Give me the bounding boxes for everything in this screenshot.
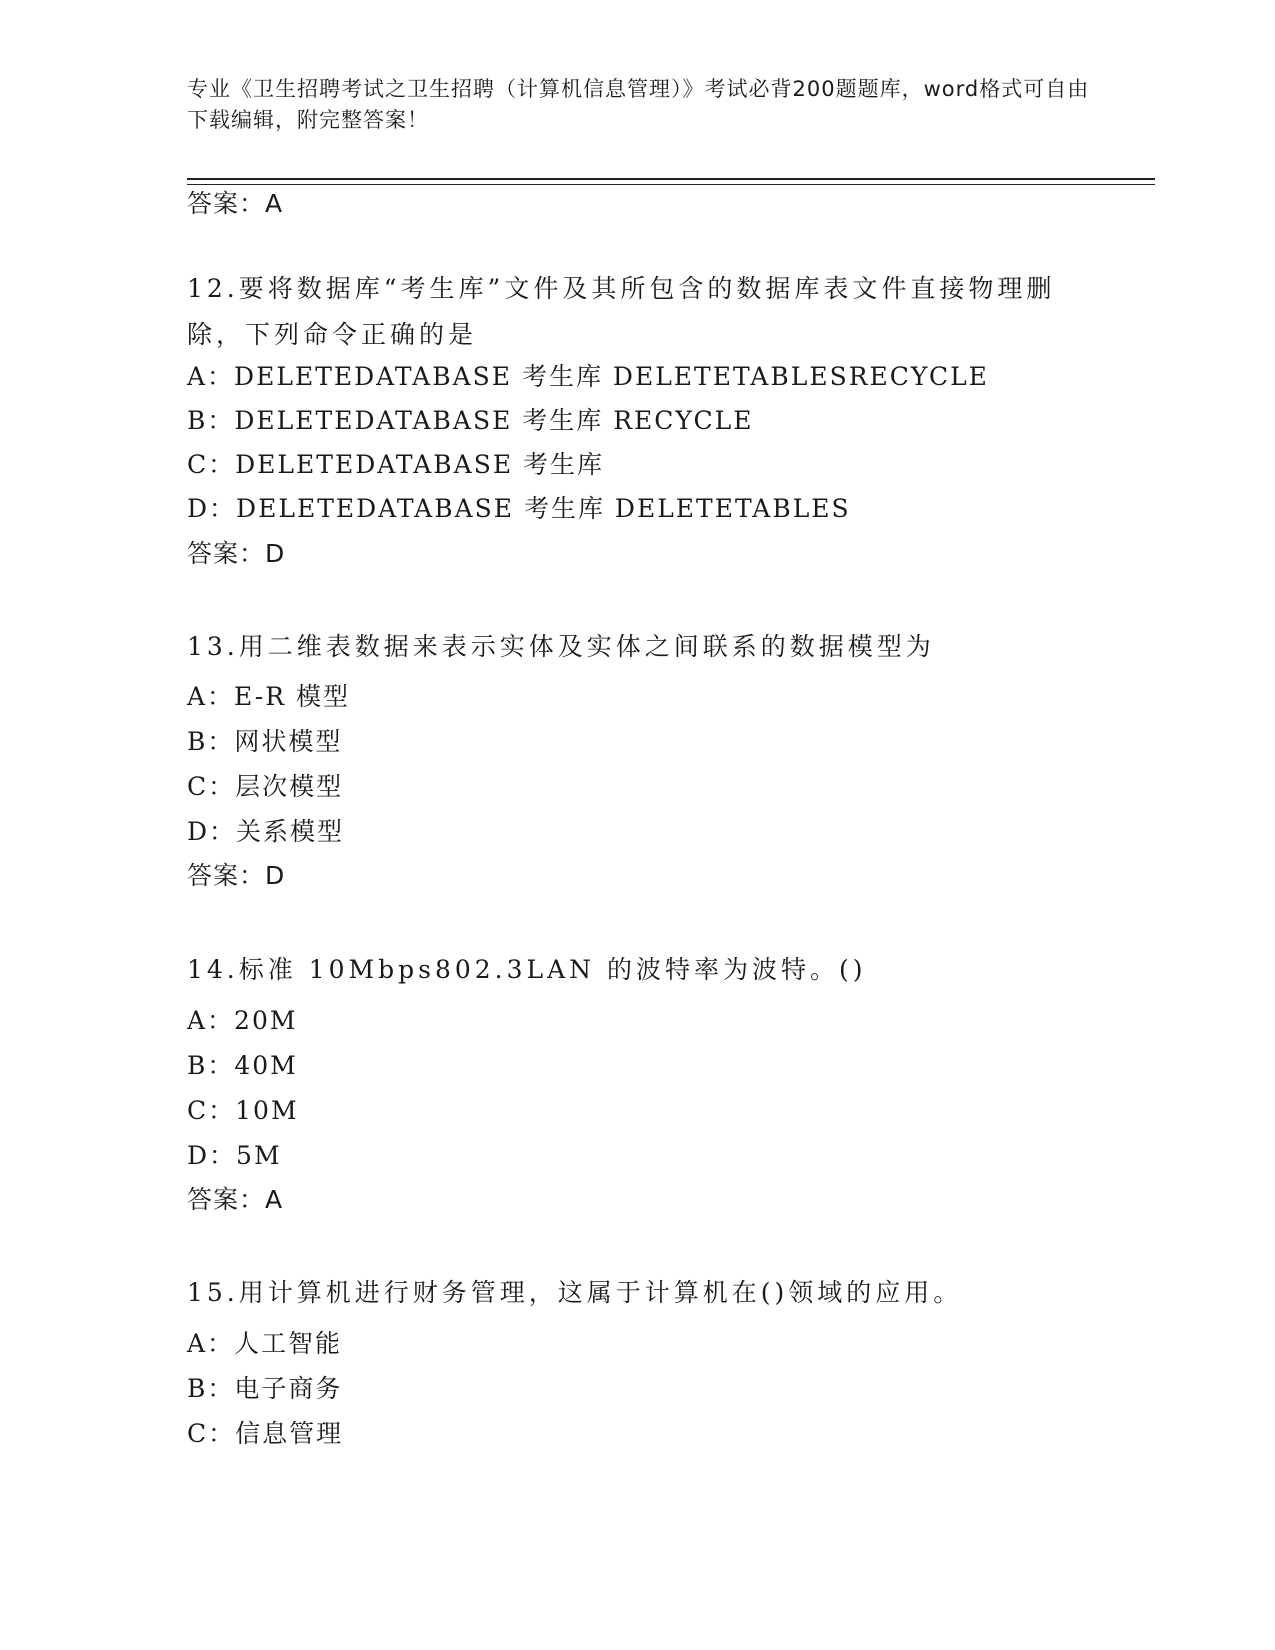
previous-answer: 答案：A <box>187 189 284 218</box>
question-13-option-c: C：层次模型 <box>187 772 344 801</box>
question-12-option-a: A：DELETEDATABASE 考生库 DELETETABLESRECYCLE <box>187 362 989 391</box>
question-13-stem: 13.用二维表数据来表示实体及实体之间联系的数据模型为 <box>187 632 935 661</box>
question-14-option-b: B：40M <box>187 1051 298 1080</box>
question-13-option-a: A：E-R 模型 <box>187 682 350 711</box>
question-14-stem: 14.标准 10Mbps802.3LAN 的波特率为波特。() <box>187 955 867 984</box>
question-15-stem: 15.用计算机进行财务管理，这属于计算机在()领域的应用。 <box>187 1278 963 1307</box>
question-14-option-c: C：10M <box>187 1096 299 1125</box>
question-12-answer: 答案：D <box>187 539 286 568</box>
document-header: 专业《卫生招聘考试之卫生招聘（计算机信息管理）》考试必背200题题库，word格式可自由下载编辑，附完整答案！ <box>187 77 1090 132</box>
question-14-option-a: A：20M <box>187 1006 298 1035</box>
question-15-option-b: B：电子商务 <box>187 1374 343 1403</box>
question-12-option-d: D：DELETEDATABASE 考生库 DELETETABLES <box>187 494 851 523</box>
question-13-option-d: D：关系模型 <box>187 817 345 846</box>
question-15-option-a: A：人工智能 <box>187 1329 343 1358</box>
question-13-option-b: B：网状模型 <box>187 727 343 756</box>
header-divider-thin <box>187 184 1155 185</box>
question-14-option-d: D：5M <box>187 1141 282 1170</box>
question-12-stem: 12.要将数据库“考生库”文件及其所包含的数据库表文件直接物理删除，下列命令正确的是 <box>187 274 1056 349</box>
question-12-option-c: C：DELETEDATABASE 考生库 <box>187 450 605 479</box>
header-divider-thick <box>187 178 1155 180</box>
question-13-answer: 答案：D <box>187 861 286 890</box>
question-14-answer: 答案：A <box>187 1185 284 1214</box>
question-12-option-b: B：DELETEDATABASE 考生库 RECYCLE <box>187 406 754 435</box>
question-15-option-c: C：信息管理 <box>187 1419 344 1448</box>
